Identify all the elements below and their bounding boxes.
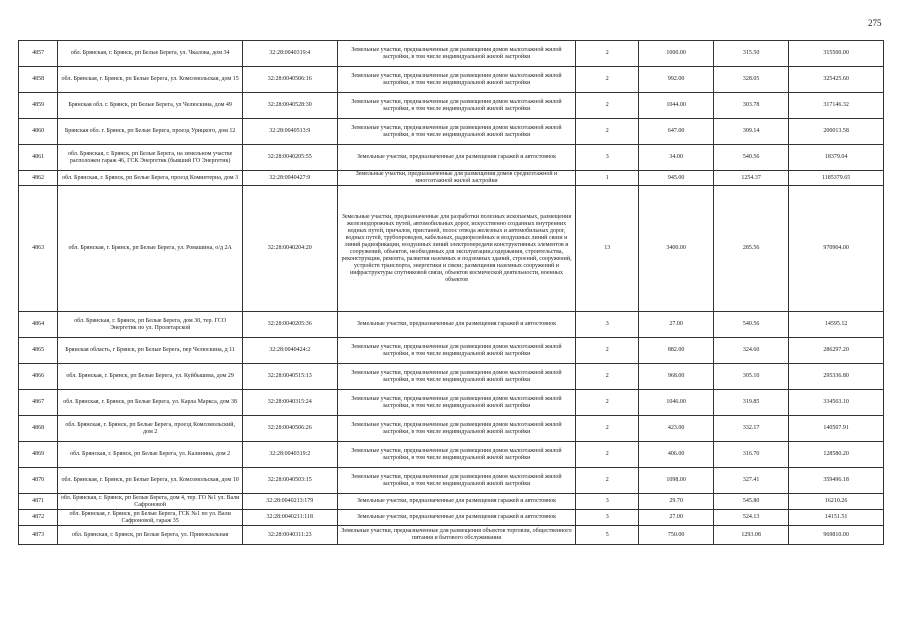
table-row	[19, 364, 884, 390]
specific-value-cell: 327.41	[714, 468, 789, 494]
permitted-use-cell: Земельные участки, предназначенные для размещения домов малоэтажной жилой застройки, в том числе индивидуальной жилой застройки	[337, 93, 576, 119]
table-row	[19, 145, 884, 171]
use-group-cell: 2	[576, 364, 639, 390]
cadastral-number-cell: 32:28:0040211:118	[242, 510, 337, 526]
table-row	[19, 494, 884, 510]
address-cell: обл. Брянская, г. Брянск, рп Белые Берега, ул. Комсомольская, дом 10	[58, 468, 243, 494]
address-cell: обл. Брянская, г. Брянск, рп Белые Берега, проезд Коминтерна, дом 3	[58, 171, 243, 186]
specific-value-cell: 309.14	[714, 119, 789, 145]
permitted-use-cell: Земельные участки, предназначенные для размещения домов малоэтажной жилой застройки, в том числе индивидуальной жилой застройки	[337, 67, 576, 93]
address-cell: обл. Брянская, г. Брянск, рп Белые Берега, дом 30, тер. ГСО Энергетик по ул. Пролетарской	[58, 312, 243, 338]
cadastral-value-cell: 18379.04	[789, 145, 884, 171]
address-cell: обл. Брянская, г. Брянск, рп Белые Берега, ул. Чкалова, дом 34	[58, 41, 243, 67]
cadastral-number-cell: 32:28:0040513:9	[242, 119, 337, 145]
address-cell: обл. Брянская, г. Брянск, рп Белые Берега, ул. Привокзальная	[58, 526, 243, 545]
area-cell: 423.00	[639, 416, 714, 442]
cadastral-number-cell: 32:28:0040205:55	[242, 145, 337, 171]
row-number-cell: 4859	[19, 93, 58, 119]
cadastral-value-cell: 325425.60	[789, 67, 884, 93]
specific-value-cell: 545.80	[714, 494, 789, 510]
cadastral-value-cell: 286297.20	[789, 338, 884, 364]
row-number-cell: 4858	[19, 67, 58, 93]
specific-value-cell: 285.56	[714, 186, 789, 312]
cadastral-value-cell: 969810.00	[789, 526, 884, 545]
specific-value-cell: 540.56	[714, 145, 789, 171]
table-row	[19, 93, 884, 119]
area-cell: 29.70	[639, 494, 714, 510]
cadastral-value-cell: 1185379.65	[789, 171, 884, 186]
cadastral-number-cell: 32:28:0040506:26	[242, 416, 337, 442]
cadastral-value-cell: 295336.80	[789, 364, 884, 390]
area-cell: 882.00	[639, 338, 714, 364]
use-group-cell: 2	[576, 416, 639, 442]
table-row	[19, 526, 884, 545]
specific-value-cell: 540.56	[714, 312, 789, 338]
address-cell: обл. Брянская, г. Брянск, рп Белые Берега, ул. Калинина, дом 2	[58, 442, 243, 468]
table-row	[19, 171, 884, 186]
use-group-cell: 3	[576, 145, 639, 171]
cadastral-number-cell: 32:28:0040311:23	[242, 526, 337, 545]
permitted-use-cell: Земельные участки, предназначенные для размещения гаражей и автостоянок	[337, 510, 576, 526]
permitted-use-cell: Земельные участки, предназначенные для размещения домов малоэтажной жилой застройки, в том числе индивидуальной жилой застройки	[337, 442, 576, 468]
use-group-cell: 5	[576, 526, 639, 545]
use-group-cell: 3	[576, 510, 639, 526]
row-number-cell: 4872	[19, 510, 58, 526]
permitted-use-cell: Земельные участки, предназначенные для размещения домов малоэтажной жилой застройки, в том числе индивидуальной жилой застройки	[337, 416, 576, 442]
permitted-use-cell: Земельные участки, предназначенные для размещения домов малоэтажной жилой застройки, в том числе индивидуальной жилой застройки	[337, 468, 576, 494]
cadastral-value-cell: 16210.26	[789, 494, 884, 510]
row-number-cell: 4857	[19, 41, 58, 67]
use-group-cell: 13	[576, 186, 639, 312]
specific-value-cell: 303.78	[714, 93, 789, 119]
use-group-cell: 3	[576, 312, 639, 338]
cadastral-value-cell: 970904.00	[789, 186, 884, 312]
specific-value-cell: 1293.08	[714, 526, 789, 545]
row-number-cell: 4869	[19, 442, 58, 468]
specific-value-cell: 524.13	[714, 510, 789, 526]
table-row	[19, 510, 884, 526]
use-group-cell: 1	[576, 171, 639, 186]
cadastral-number-cell: 32:28:0040213:179	[242, 494, 337, 510]
row-number-cell: 4867	[19, 390, 58, 416]
area-cell: 992.00	[639, 67, 714, 93]
table-row	[19, 67, 884, 93]
permitted-use-cell: Земельные участки, предназначенные для размещения гаражей и автостоянок	[337, 494, 576, 510]
use-group-cell: 2	[576, 338, 639, 364]
permitted-use-cell: Земельные участки, предназначенные для размещения гаражей и автостоянок	[337, 312, 576, 338]
specific-value-cell: 332.17	[714, 416, 789, 442]
specific-value-cell: 319.85	[714, 390, 789, 416]
address-cell: обл. Брянская, г. Брянск, рп Белые Берега, дом 4, тер. ГО №1 ул. Вали Сафроновой	[58, 494, 243, 510]
permitted-use-cell: Земельные участки, предназначенные для размещения домов малоэтажной жилой застройки, в том числе индивидуальной жилой застройки	[337, 338, 576, 364]
specific-value-cell: 328.05	[714, 67, 789, 93]
area-cell: 968.00	[639, 364, 714, 390]
area-cell: 27.00	[639, 312, 714, 338]
row-number-cell: 4866	[19, 364, 58, 390]
cadastral-value-cell: 359496.18	[789, 468, 884, 494]
row-number-cell: 4864	[19, 312, 58, 338]
row-number-cell: 4862	[19, 171, 58, 186]
table-body	[19, 41, 884, 545]
cadastral-value-cell: 317146.32	[789, 93, 884, 119]
use-group-cell: 3	[576, 494, 639, 510]
area-cell: 945.00	[639, 171, 714, 186]
permitted-use-cell: Земельные участки, предназначенные для размещения гаражей и автостоянок	[337, 145, 576, 171]
specific-value-cell: 1254.37	[714, 171, 789, 186]
use-group-cell: 2	[576, 67, 639, 93]
area-cell: 1000.00	[639, 41, 714, 67]
table-row	[19, 338, 884, 364]
permitted-use-cell: Земельные участки, предназначенные для размещения домов малоэтажной жилой застройки, в том числе индивидуальной жилой застройки	[337, 119, 576, 145]
area-cell: 1046.00	[639, 390, 714, 416]
address-cell: обл. Брянская, г. Брянск, рп Белые Берега, ул. Ромашина, о/д 2А	[58, 186, 243, 312]
address-cell: обл. Брянская, г. Брянск, рп Белые Берега, ул. Куйбышева, дом 29	[58, 364, 243, 390]
cadastral-number-cell: 32:28:0040204:20	[242, 186, 337, 312]
area-cell: 647.00	[639, 119, 714, 145]
use-group-cell: 2	[576, 119, 639, 145]
cadastral-number-cell: 32:28:0040315:24	[242, 390, 337, 416]
address-cell: обл. Брянская, г. Брянск, рп Белые Берега, ул. Карла Маркса, дом 38	[58, 390, 243, 416]
cadastral-number-cell: 32:28:0040319:4	[242, 41, 337, 67]
cadastral-number-cell: 32:28:0040319:2	[242, 442, 337, 468]
specific-value-cell: 315.50	[714, 41, 789, 67]
row-number-cell: 4870	[19, 468, 58, 494]
area-cell: 1044.00	[639, 93, 714, 119]
cadastral-value-cell: 14151.51	[789, 510, 884, 526]
row-number-cell: 4865	[19, 338, 58, 364]
area-cell: 750.00	[639, 526, 714, 545]
use-group-cell: 2	[576, 442, 639, 468]
specific-value-cell: 324.60	[714, 338, 789, 364]
table-row	[19, 442, 884, 468]
cadastral-value-cell: 140507.91	[789, 416, 884, 442]
cadastral-number-cell: 32:28:0040506:16	[242, 67, 337, 93]
table-row	[19, 312, 884, 338]
row-number-cell: 4860	[19, 119, 58, 145]
row-number-cell: 4868	[19, 416, 58, 442]
row-number-cell: 4873	[19, 526, 58, 545]
cadastral-number-cell: 32:28:0040424:2	[242, 338, 337, 364]
table-row	[19, 186, 884, 312]
permitted-use-cell: Земельные участки, предназначенные для размещения домов малоэтажной жилой застройки, в том числе индивидуальной жилой застройки	[337, 364, 576, 390]
cadastral-number-cell: 32:28:0040503:15	[242, 468, 337, 494]
row-number-cell: 4863	[19, 186, 58, 312]
address-cell: обл. Брянская, г. Брянск, рп Белые Берега, ул. Комсомольская, дом 15	[58, 67, 243, 93]
specific-value-cell: 316.70	[714, 442, 789, 468]
address-cell: обл. Брянская, г. Брянск, рп Белые Берега, ГСК №1 по ул. Вали Сафроновой, гараж 35	[58, 510, 243, 526]
cadastral-value-cell: 315500.00	[789, 41, 884, 67]
table-row	[19, 119, 884, 145]
page-number: 275	[868, 18, 882, 28]
permitted-use-cell: Земельные участки, предназначенные для разработки полезных ископаемых, размещения железнодорожных путей, автомобильных дорог, искусственно созданных внутренних водных путей, причалов, пристаней, полос отвода железных и автомобильных дорог, водных путей, трубопроводов, кабельных, радиорелейных и воздушных линий связи и линий радиофикации, воздушных линий электропередачи конструктивных элементов и сооружений, объектов, необходимых для эксплуатации,содержания, строительства, реконструкции, ремонта, развития наземных и подземных зданий, строений, сооружений, устройств транспорта, энергетики и связи; размещения наземных сооружений и инфраструктуры спутниковой связи, объектов космической деятельности, военных объектов	[337, 186, 576, 312]
address-cell: обл. Брянская, г. Брянск, рп Белые Берега, на земельном участке расположен гараж 46, ГСК Энергетик (бывший ГО Энергетик)	[58, 145, 243, 171]
permitted-use-cell: Земельные участки, предназначенные для размещения объектов торговли, общественного питания и бытового обслуживания	[337, 526, 576, 545]
area-cell: 3400.00	[639, 186, 714, 312]
table-row	[19, 41, 884, 67]
permitted-use-cell: Земельные участки, предназначенные для размещения домов малоэтажной жилой застройки, в том числе индивидуальной жилой застройки	[337, 41, 576, 67]
cadastral-value-cell: 200013.58	[789, 119, 884, 145]
area-cell: 34.00	[639, 145, 714, 171]
cadastral-number-cell: 32:28:0040528:30	[242, 93, 337, 119]
use-group-cell: 2	[576, 468, 639, 494]
address-cell: Брянская обл. г. Брянск, рп Белые Берега, проезд Урицкого, дом 12	[58, 119, 243, 145]
use-group-cell: 2	[576, 41, 639, 67]
cadastral-value-cell: 128580.20	[789, 442, 884, 468]
land-valuation-table	[18, 40, 884, 545]
row-number-cell: 4871	[19, 494, 58, 510]
use-group-cell: 2	[576, 93, 639, 119]
area-cell: 406.00	[639, 442, 714, 468]
specific-value-cell: 305.10	[714, 364, 789, 390]
cadastral-number-cell: 32:28:0040427:9	[242, 171, 337, 186]
table-row	[19, 468, 884, 494]
use-group-cell: 2	[576, 390, 639, 416]
area-cell: 1098.00	[639, 468, 714, 494]
cadastral-number-cell: 32:28:0040515:13	[242, 364, 337, 390]
area-cell: 27.00	[639, 510, 714, 526]
cadastral-value-cell: 334563.10	[789, 390, 884, 416]
row-number-cell: 4861	[19, 145, 58, 171]
address-cell: Брянская область, г Брянск, рп Белые Берега, пер Челюскина, д 11	[58, 338, 243, 364]
cadastral-value-cell: 14595.12	[789, 312, 884, 338]
table-row	[19, 390, 884, 416]
address-cell: обл. Брянская, г. Брянск, рп Белые Берега, проезд Комсомольский, дом 2	[58, 416, 243, 442]
permitted-use-cell: Земельные участки, предназначенные для размещения домов малоэтажной жилой застройки, в том числе индивидуальной жилой застройки	[337, 390, 576, 416]
table-row	[19, 416, 884, 442]
cadastral-number-cell: 32:28:0040205:36	[242, 312, 337, 338]
permitted-use-cell: Земельные участки, предназначенные для размещения домов среднеэтажной и многоэтажной жилой застройки	[337, 171, 576, 186]
address-cell: Брянская обл. г. Брянск, рп Белые Берега, ул Челюскина, дом 49	[58, 93, 243, 119]
